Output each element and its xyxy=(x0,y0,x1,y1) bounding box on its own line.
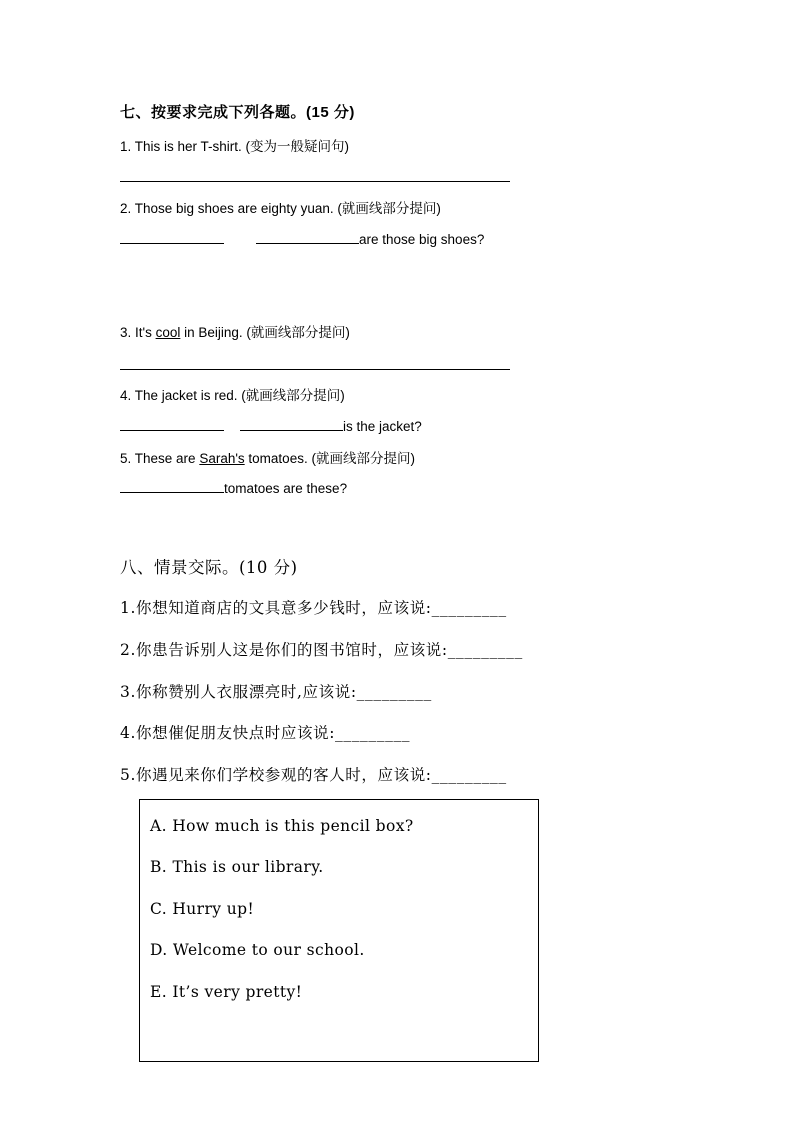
question-7-5-underlined: Sarah's xyxy=(199,451,245,466)
question-7-3-underlined: cool xyxy=(155,325,181,340)
question-7-3 xyxy=(120,321,350,341)
options-box xyxy=(139,799,539,1062)
answer-line-7-3[interactable] xyxy=(120,369,510,370)
section8-heading: 八、情景交际。(10 分) xyxy=(120,558,298,577)
answer-row-7-5 xyxy=(120,477,347,496)
option-d: D. Welcome to our school. xyxy=(150,941,365,959)
question-8-4: 4.你想催促朋友快点时应该说:_________ xyxy=(120,724,411,742)
option-e: E. It’s very pretty! xyxy=(150,983,303,1001)
answer-suffix-7-5: tomatoes are these? xyxy=(224,481,348,496)
option-a: A. How much is this pencil box? xyxy=(150,817,414,835)
answer-blank-7-2a[interactable] xyxy=(120,228,224,244)
question-8-2: 2.你患告诉别人这是你们的图书馆时，应该说:_________ xyxy=(120,641,523,659)
question-7-3-suffix: in Beijing. (就画线部分提问) xyxy=(180,325,350,340)
section7-heading: 七、按要求完成下列各题。(15 分) xyxy=(120,104,355,121)
answer-line-7-1[interactable] xyxy=(120,181,510,182)
answer-blank-7-2b[interactable] xyxy=(256,228,359,244)
answer-suffix-7-2: are those big shoes? xyxy=(359,232,485,247)
question-7-2: 2. Those big shoes are eighty yuan. (就画线部分提问) xyxy=(120,201,441,216)
question-8-3: 3.你称赞别人衣服漂亮时,应该说:_________ xyxy=(120,683,432,701)
answer-blank-7-4b[interactable] xyxy=(240,415,343,431)
option-c: C. Hurry up! xyxy=(150,900,255,918)
answer-blank-7-4a[interactable] xyxy=(120,415,224,431)
question-7-5-suffix: tomatoes. (就画线部分提问) xyxy=(244,451,415,466)
question-7-5 xyxy=(120,447,415,467)
answer-suffix-7-4: is the jacket? xyxy=(343,419,422,434)
question-7-4: 4. The jacket is red. (就画线部分提问) xyxy=(120,388,345,403)
answer-row-7-4 xyxy=(120,415,422,434)
answer-row-7-2 xyxy=(120,228,484,247)
question-8-1: 1.你想知道商店的文具意多少钱时，应该说:_________ xyxy=(120,599,507,617)
question-7-3-prefix: 3. It's xyxy=(120,325,156,340)
answer-blank-7-5[interactable] xyxy=(120,477,224,493)
question-7-1: 1. This is her T-shirt. (变为一般疑问句) xyxy=(120,139,350,154)
question-8-5: 5.你遇见来你们学校参观的客人时，应该说:_________ xyxy=(120,766,507,784)
option-b: B. This is our library. xyxy=(150,858,324,876)
question-7-5-prefix: 5. These are xyxy=(120,451,200,466)
